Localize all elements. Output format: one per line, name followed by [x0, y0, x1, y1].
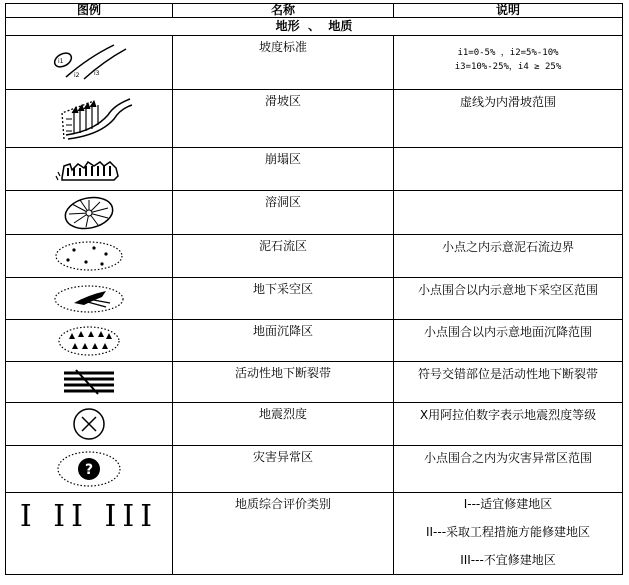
icon-cell — [6, 362, 173, 403]
category-item: II---采取工程措施方能修建地区 — [425, 525, 591, 539]
table-row — [6, 362, 623, 403]
active-fault-icon — [44, 366, 134, 398]
table-row — [6, 36, 623, 90]
row-desc-line1: i1=0-5% ，i2=5%-10% — [457, 48, 559, 58]
row-desc: 小点之内示意泥石流边界 — [441, 240, 574, 254]
table-row — [6, 446, 623, 493]
seismic-intensity-icon — [44, 405, 134, 443]
section-title: 地形 、 地质 — [6, 18, 623, 36]
icon-cell — [6, 403, 173, 446]
row-desc — [394, 191, 622, 194]
row-name: 地质综合评价类别 — [234, 497, 331, 511]
row-name: 地面沉降区 — [252, 324, 313, 338]
row-name: 地下采空区 — [252, 282, 313, 296]
header-name: 名称 — [173, 4, 394, 18]
icon-cell — [6, 235, 173, 278]
row-name: 活动性地下断裂带 — [234, 366, 331, 380]
row-name: 灾害异常区 — [252, 450, 313, 464]
karst-cave-icon — [44, 194, 134, 232]
category-item: III---不宜修建地区 — [460, 553, 556, 567]
row-desc: X用阿拉伯数字表示地震烈度等级 — [419, 408, 597, 422]
svg-text:?: ? — [84, 462, 94, 478]
row-desc: 小点围合以内示意地面沉降范围 — [423, 325, 592, 339]
table-row — [6, 148, 623, 191]
icon-cell — [6, 278, 173, 320]
icon-cell — [6, 90, 173, 148]
row-desc: 小点围合之内为灾害异常区范围 — [423, 451, 592, 465]
table-row — [6, 278, 623, 320]
row-desc: 符号交错部位是活动性地下断裂带 — [417, 367, 598, 381]
mined-out-icon — [44, 281, 134, 317]
row-desc — [394, 148, 622, 151]
header-icon: 图例 — [6, 4, 173, 18]
subsidence-icon — [44, 323, 134, 359]
hazard-anomaly-icon — [44, 448, 134, 490]
icon-cell — [6, 493, 173, 575]
table-row — [6, 191, 623, 235]
table-row — [6, 320, 623, 362]
legend-table — [5, 3, 623, 575]
row-name: 溶洞区 — [264, 195, 301, 209]
row-name: 崩塌区 — [264, 152, 301, 166]
row-name: 滑坡区 — [264, 94, 301, 108]
row-desc: 小点围合以内示意地下采空区范围 — [417, 283, 598, 297]
icon-cell — [6, 191, 173, 235]
row-name: 地震烈度 — [258, 407, 307, 421]
table-row — [6, 403, 623, 446]
icon-cell — [6, 148, 173, 191]
row-name: 泥石流区 — [258, 239, 307, 253]
section-row — [6, 18, 623, 36]
icon-cell — [6, 320, 173, 362]
legend-table-container — [5, 3, 622, 575]
debris-flow-icon — [44, 238, 134, 274]
table-row — [6, 493, 623, 575]
row-desc-line2: i3=10%-25%，i4 ≥ 25% — [454, 62, 562, 72]
collapse-icon — [44, 154, 134, 184]
header-row — [6, 4, 623, 18]
slope-label-i1: i1 — [58, 57, 64, 65]
row-name: 坡度标准 — [258, 40, 307, 54]
slope-label-i2: i2 — [74, 71, 80, 79]
icon-cell — [6, 446, 173, 493]
landslide-icon — [44, 95, 134, 143]
category-item: I---适宜修建地区 — [463, 497, 553, 511]
slope-standard-icon — [44, 41, 134, 85]
slope-label-i3: i3 — [94, 69, 100, 77]
header-desc: 说明 — [394, 4, 623, 18]
row-desc: 虚线为内滑坡范围 — [459, 95, 556, 109]
table-row — [6, 90, 623, 148]
table-row — [6, 235, 623, 278]
evaluation-category-icon: I II III — [19, 499, 159, 534]
icon-cell — [6, 36, 173, 90]
